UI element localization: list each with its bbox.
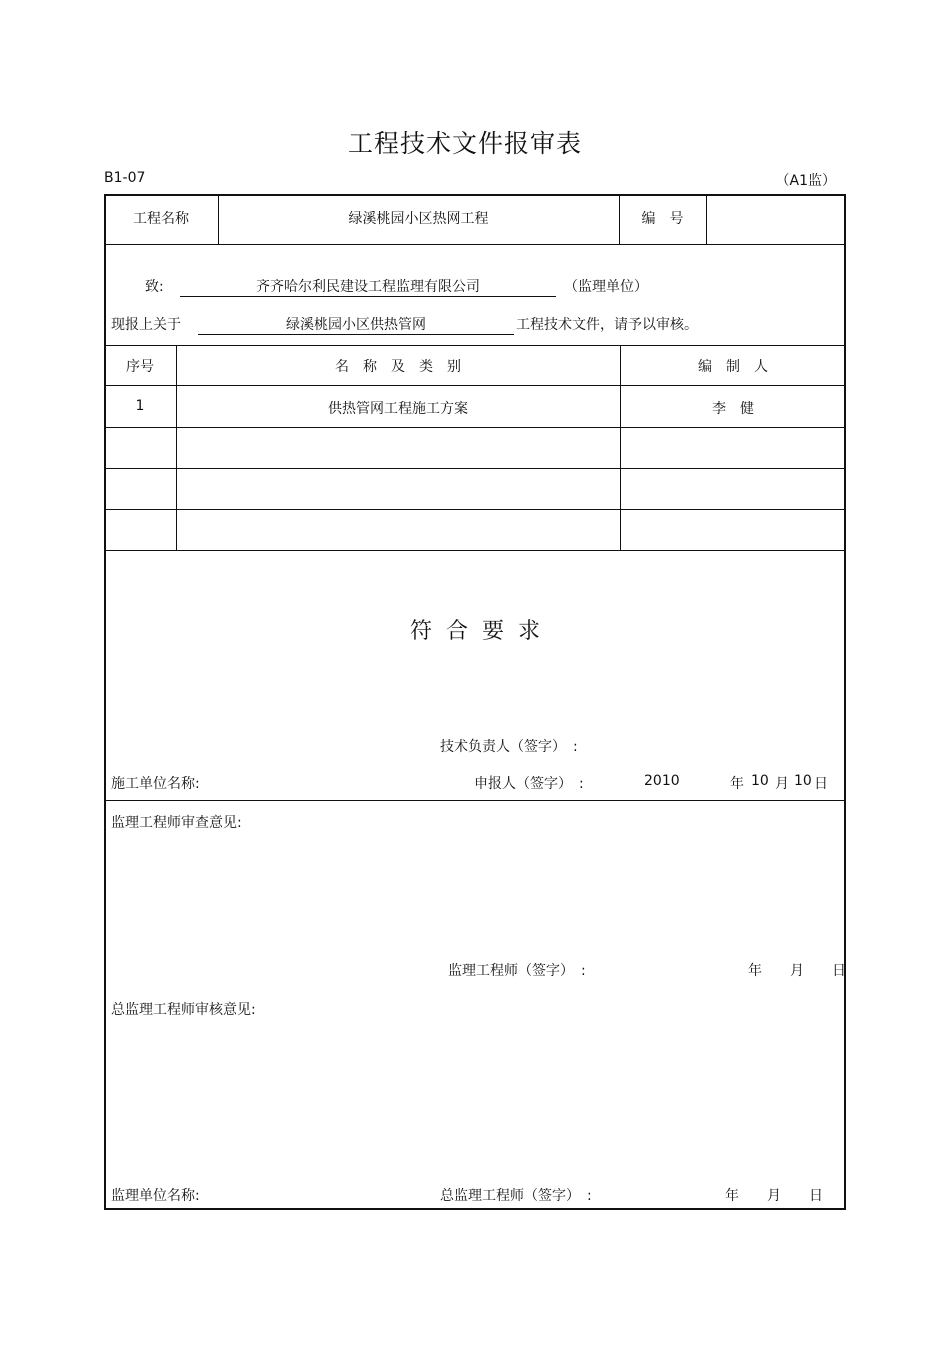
- col-header-index: 序号: [126, 359, 154, 375]
- date-year: 2010: [644, 773, 680, 789]
- col-header-author: 编 制 人: [698, 359, 768, 375]
- table-row-1-author: 李 健: [712, 401, 754, 417]
- form-code: B1-07: [104, 170, 146, 186]
- divider: [104, 800, 846, 801]
- project-name-label: 工程名称: [133, 211, 189, 227]
- table-row-1-name: 供热管网工程施工方案: [328, 401, 468, 417]
- applicant-signature-label: 申报人（签字） :: [474, 776, 584, 792]
- contractor-name-label: 施工单位名称:: [111, 776, 200, 792]
- supervisor-company: 齐齐哈尔利民建设工程监理有限公司: [256, 279, 480, 295]
- date-month: 10: [751, 773, 769, 789]
- underline: [180, 296, 556, 297]
- date-day: 10: [794, 773, 812, 789]
- tech-leader-signature-label: 技术负责人（签字） :: [440, 739, 578, 755]
- report-subject: 绿溪桃园小区供热管网: [286, 317, 426, 333]
- form-frame: [104, 194, 846, 1210]
- report-suffix: 工程技术文件，请予以审核。: [516, 317, 698, 333]
- divider: [104, 509, 846, 510]
- divider: [104, 345, 846, 346]
- divider: [104, 468, 846, 469]
- date-year-unit: 年: [730, 776, 744, 792]
- document-title: 工程技术文件报审表: [347, 129, 582, 158]
- engineer-date: 年 月 日: [748, 963, 846, 979]
- divider: [706, 194, 707, 244]
- engineer-signature-label: 监理工程师（签字） :: [448, 963, 586, 979]
- form-series: （A1监）: [775, 173, 836, 189]
- number-label: 编 号: [641, 211, 684, 227]
- date-month-unit: 月: [775, 776, 789, 792]
- chief-review-label: 总监理工程师审核意见:: [111, 1002, 256, 1018]
- divider: [104, 244, 846, 245]
- chief-signature-label: 总监理工程师（签字） :: [440, 1188, 592, 1204]
- engineer-review-label: 监理工程师审查意见:: [111, 815, 242, 831]
- date-day-unit: 日: [814, 776, 828, 792]
- table-row-1-index: 1: [135, 398, 145, 414]
- project-name-value: 绿溪桃园小区热网工程: [348, 211, 489, 227]
- underline: [198, 334, 514, 335]
- report-prefix: 现报上关于: [111, 317, 181, 333]
- supervisor-unit-label: 监理单位名称:: [111, 1188, 200, 1204]
- divider: [104, 427, 846, 428]
- to-label: 致:: [145, 279, 164, 295]
- divider: [104, 550, 846, 551]
- col-header-name: 名 称 及 类 别: [335, 359, 461, 375]
- conclusion-text: 符合要求: [409, 619, 554, 644]
- divider: [104, 385, 846, 386]
- chief-date: 年 月 日: [725, 1188, 823, 1204]
- to-suffix: （监理单位）: [564, 279, 648, 295]
